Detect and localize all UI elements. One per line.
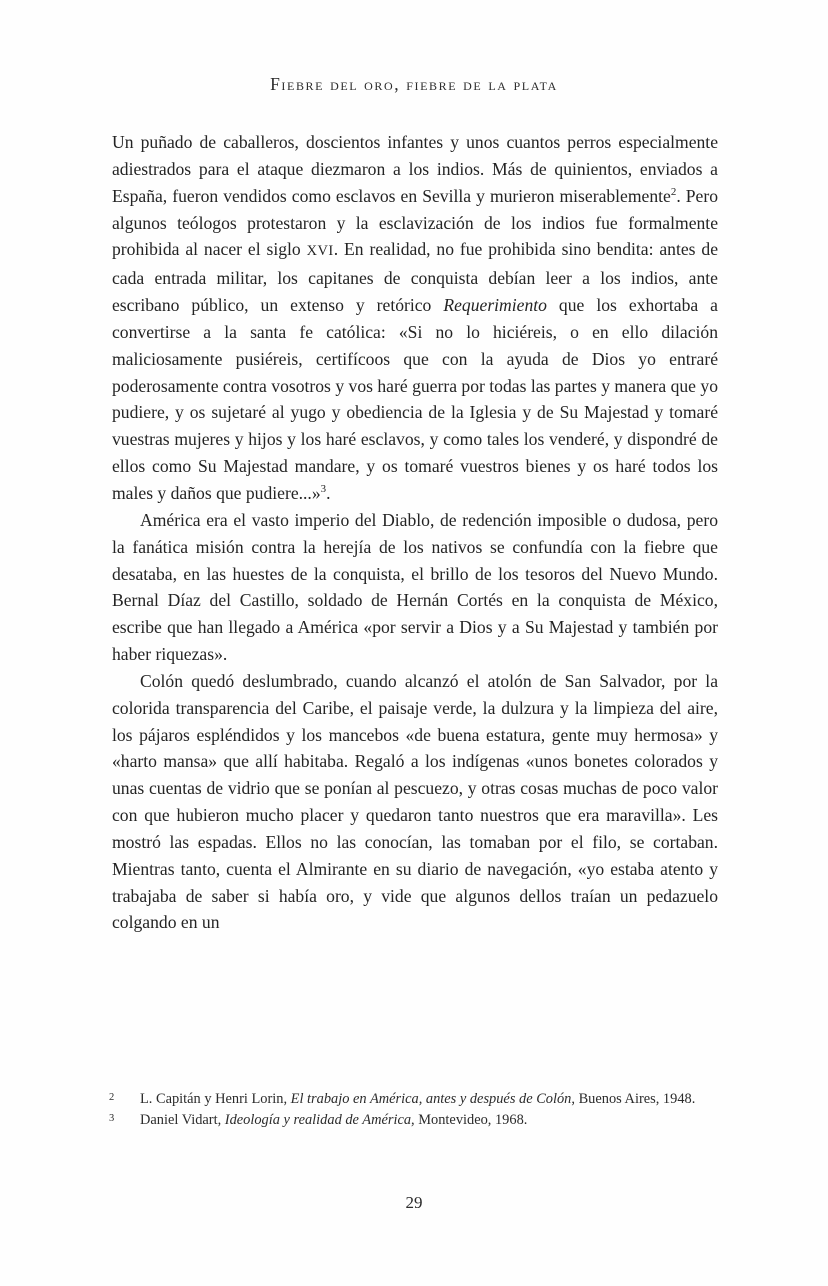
footnotes [104, 1089, 718, 1130]
body-paragraph-3: Colón quedó deslumbrado, cuando alcanzó el atolón de San Salvador, por la colorida transparencia del Caribe, el paisaje verde, la dulzura y la limpieza del aire, los pájaros espléndidos y los mancebos «de buena estatura, gente muy hermosa» y «harto mansa» que allí habitaba. Regaló a los indígenas «unos bonetes colorados y unas cuentas de vidrio que se ponían al pescuezo, y otras cosas muchas de poco valor con que hubieron mucho placer y quedaron tanto nuestros que era maravilla». Les mostró las espadas. Ellos no las conocían, las tomaban por el filo, se cortaban. Mientras tanto, cuenta el Almirante en su diario de navegación, «yo estaba atento y trabajaba de saber si había oro, y vide que algunos dellos traían un pedazuelo colgando en un [112, 670, 718, 933]
page-number: 29 [405, 1193, 423, 1212]
footnote-2 [104, 1089, 718, 1110]
running-header: Fiebre del oro, fiebre de la plata [270, 74, 558, 94]
body-paragraph-2: América era el vasto imperio del Diablo, de redención imposible o dudosa, pero la fanática misión contra la herejía de los nativos se confundía con la fiebre que desataba, en las huestes de la conquista, el brillo de los tesoros del Nuevo Mundo. Bernal Díaz del Castillo, soldado de Hernán Cortés en la conquista de México, escribe que han llegado a América «por servir a Dios y a Su Majestad y también por haber riquezas». [112, 509, 718, 665]
footnote-marker: 2 [109, 1092, 115, 1103]
footnote-3 [104, 1110, 718, 1131]
footnote-text: Daniel Vidart, Ideología y realidad de América, Montevideo, 1968. [140, 1111, 528, 1128]
page-body [112, 129, 718, 936]
footnote-text: L. Capitán y Henri Lorin, El trabajo en América, antes y después de Colón, Buenos Aires, 1948. [140, 1091, 696, 1107]
footnote-marker: 3 [109, 1112, 115, 1124]
body-paragraph-1: Un puñado de caballeros, doscientos infantes y unos cuantos perros especialmente adiestrados para el ataque diezmaron a los indios. Más de quinientos, enviados a España, fueron vendidos como esclavos en Sevilla y murieron miserablemente$^2$. Pero algunos teólogos protestaron y la esclavización de los indios fue formalmente prohibida al nacer el siglo XVI. En realidad, no fue prohibida sino bendita: antes de cada entrada militar, los capitanes de conquista debían leer a los indios, ante escribano público, un extenso y retórico Requerimiento que los exhortaba a convertirse a la santa fe católica: «Si no lo hiciéreis, o en ello dilación maliciosamente pusiéreis, certifícoos que con la ayuda de Dios yo entraré poderosamente contra vosotros y vos haré guerra por todas las partes y manera que yo pudiere, y os sujetaré al yugo y obediencia de la Iglesia y de Su Majestad y tomaré vuestras mujeres y hijos y los haré esclavos, y como tales los venderé, y dispondré de ellos como Su Majestad mandare, y os tomaré vuestros bienes y os haré todos los males y daños que pudiere...»$^3$. [112, 132, 719, 503]
